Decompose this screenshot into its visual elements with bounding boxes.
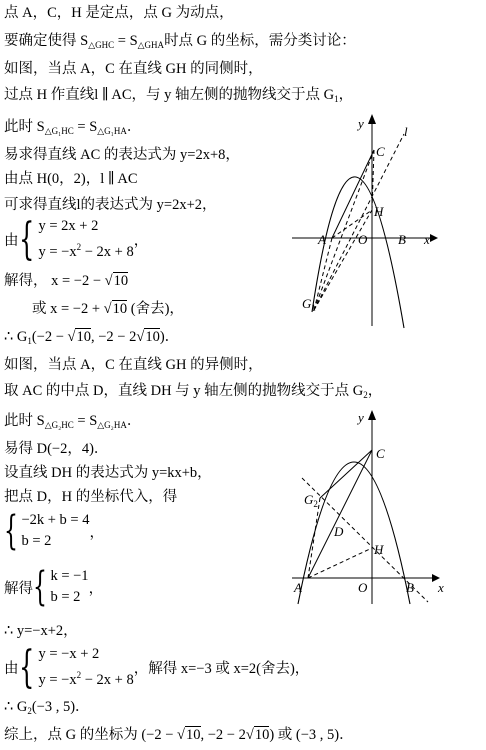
label-x: x bbox=[424, 232, 430, 247]
g2-result: ∴ $G_2(-3$ , 5)． bbox=[4, 699, 90, 716]
line-g2c bbox=[320, 450, 372, 498]
equation-system-4: 由 { y = −x + 2 $y = -x^2 - 2x + 8$ ，解得 x=−3 或 x=2(舍去)， bbox=[4, 641, 310, 693]
text-line-8: 可求得直线l的表达式为 y=2x+2， bbox=[4, 197, 217, 213]
text-line-1: 点 A，C，H 是定点，点 G 为动点， bbox=[4, 5, 234, 21]
figure-2 bbox=[292, 408, 462, 618]
text-line-6: 易求得直线 AC 的表达式为 y=2x+8， bbox=[4, 147, 240, 163]
text-line-18: 把点 D，H 的坐标代入，得 bbox=[4, 489, 178, 505]
label-l: l bbox=[404, 124, 408, 139]
label-b: B bbox=[398, 232, 406, 247]
label-c: C bbox=[376, 446, 385, 461]
final-conclusion: 综上，点 G 的坐标为 (−2 − √10, −2 − 2√10) 或 (−3 , 5)． bbox=[4, 727, 354, 743]
text-line-21: ∴ y=−x+2， bbox=[4, 623, 78, 639]
label-g2: $G_2$ bbox=[304, 492, 318, 509]
label-y: y bbox=[358, 116, 364, 131]
x-axis-arrow bbox=[430, 234, 438, 242]
y-axis-arrow bbox=[368, 114, 376, 124]
text-line-17: 设直线 DH 的表达式为 y=kx+b， bbox=[4, 465, 212, 481]
text-line-7: 由点 H(0，2)，l ∥ AC bbox=[4, 171, 138, 187]
equation-system-1: 由 { y = 2x + 2 $y = -x^2 - 2x + 8$ ， bbox=[4, 213, 149, 265]
y-axis-arrow bbox=[368, 410, 376, 420]
label-o: O bbox=[358, 580, 368, 595]
text-line-14: 取 AC 的中点 D，直线 DH 与 y 轴左侧的抛物线交于点 $G_2$， bbox=[4, 383, 383, 400]
label-a: A bbox=[318, 232, 326, 247]
text-line-13: 如图，当点 A，C 在直线 GH 的异侧时， bbox=[4, 357, 263, 373]
solution-line-2: 或 x = −2 + √10 (舍去)， bbox=[32, 301, 184, 317]
text-line-15: 此时 $S_{\triangle G_2HC} = S_{\triangle G_2HA}$． bbox=[4, 413, 142, 430]
equation-system-3: 解得 { k = −1 b = 2 ， bbox=[4, 564, 104, 610]
text-line-16: 易得 D(−2，4)． bbox=[4, 441, 109, 457]
label-g1: $G_1$ bbox=[302, 296, 316, 313]
label-d: D bbox=[334, 524, 344, 539]
text-line-4: 过点 H 作直线l ∥ AC，与 y 轴左侧的抛物线交于点 $G_1$， bbox=[4, 87, 354, 104]
label-h: H bbox=[374, 204, 384, 219]
equation-system-2: { −2k + b = 4 b = 2 ， bbox=[4, 508, 104, 554]
parabola bbox=[312, 177, 404, 328]
line-l-dashed bbox=[314, 134, 404, 310]
text-line-5: 此时 $S_{\triangle G_1HC} = S_{\triangle G_1HA}$． bbox=[4, 119, 142, 136]
label-o: O bbox=[358, 232, 368, 247]
label-h: H bbox=[374, 542, 384, 557]
text-line-2: 要确定使得 $S_{\triangle GHC} = S_{\triangle GHA}$时点 G 的坐标，需分类讨论： bbox=[4, 33, 356, 50]
segment-g1h-dashed bbox=[314, 210, 372, 310]
g1-result: ∴ $G_1(-2 - √10$, −2 − 2√10)． bbox=[4, 329, 180, 346]
label-b: B bbox=[406, 580, 414, 595]
label-a: A bbox=[294, 580, 302, 595]
label-y: y bbox=[358, 410, 364, 425]
label-x: x bbox=[438, 580, 444, 595]
text-line-3: 如图，当点 A，C 在直线 GH 的同侧时， bbox=[4, 61, 263, 77]
figure-1 bbox=[292, 112, 462, 332]
segment-ah-dashed bbox=[308, 548, 372, 578]
line-ac bbox=[332, 150, 374, 238]
label-c: C bbox=[376, 144, 385, 159]
solution-line-1: 解得， x = −2 − √10 bbox=[4, 273, 129, 289]
